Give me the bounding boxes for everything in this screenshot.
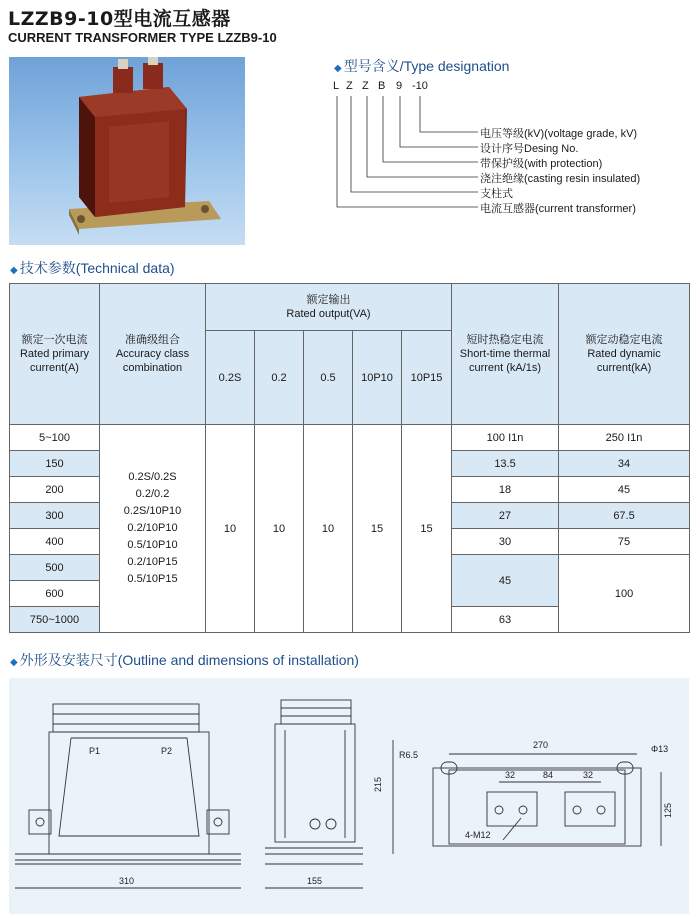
code-letter: 9 (396, 80, 403, 92)
designation-heading (334, 56, 509, 76)
bullet-icon: ◆ (10, 265, 18, 276)
code-letter: L (333, 80, 340, 92)
transformer-image (9, 57, 245, 245)
code-letter: Z (362, 80, 369, 92)
label-width-270: 270 (533, 740, 549, 750)
thermal-cell: 63 (452, 607, 559, 633)
dynamic-cell: 100 (559, 555, 690, 633)
header-output-class: 0.2S (206, 331, 255, 425)
primary-current-cell: 600 (10, 581, 100, 607)
designation-item: 电压等级(kV)(voltage grade, kV) (480, 128, 638, 140)
dynamic-cell: 75 (559, 529, 690, 555)
label-radius: R6.5 (399, 750, 419, 760)
label-height-125: 125 (663, 802, 673, 818)
technical-heading (10, 258, 175, 278)
outline-drawing-svg (9, 678, 689, 914)
page-subtitle: CURRENT TRANSFORMER TYPE LZZB9-10 (8, 30, 277, 45)
thermal-cell: 45 (452, 555, 559, 607)
output-cell: 15 (402, 425, 452, 633)
header-output-class: 0.5 (304, 331, 353, 425)
primary-current-cell: 150 (10, 451, 100, 477)
designation-item: 电流互感器(current transformer) (480, 203, 636, 215)
code-letter: -10 (412, 80, 428, 92)
thermal-cell: 100 I1n (452, 425, 559, 451)
header-dynamic-current: 额定动稳定电流 Rated dynamic current(kA) (559, 284, 690, 425)
output-cell: 10 (206, 425, 255, 633)
primary-current-cell: 400 (10, 529, 100, 555)
thermal-cell: 30 (452, 529, 559, 555)
primary-current-cell: 500 (10, 555, 100, 581)
thermal-cell: 27 (452, 503, 559, 529)
thermal-cell: 13.5 (452, 451, 559, 477)
primary-current-cell: 5~100 (10, 425, 100, 451)
designation-leader-lines (330, 80, 490, 220)
page-title: LZZB9-10型电流互感器 (8, 8, 231, 30)
output-cell: 15 (353, 425, 402, 633)
header-output-class: 10P15 (402, 331, 452, 425)
label-width-155: 155 (307, 876, 323, 886)
label-32a: 32 (505, 770, 516, 780)
label-p2: P2 (161, 746, 173, 756)
designation-item: 设计序号Desing No. (480, 143, 579, 155)
label-84: 84 (543, 770, 554, 780)
designation-heading-text: 型号含义/Type designation (343, 58, 510, 74)
header-thermal-current: 短时热稳定电流 Short-time thermal current (kA/1s) (452, 284, 559, 425)
bullet-icon: ◆ (10, 657, 18, 668)
dynamic-cell: 67.5 (559, 503, 690, 529)
dynamic-cell: 45 (559, 477, 690, 503)
technical-heading-text: 技术参数(Technical data) (19, 260, 175, 276)
dynamic-cell: 34 (559, 451, 690, 477)
header-rated-output: 额定输出 Rated output(VA) (206, 284, 452, 331)
outline-drawing (9, 678, 689, 914)
designation-diagram (330, 80, 690, 220)
label-m12: 4-M12 (465, 830, 491, 840)
label-height-215: 215 (373, 776, 383, 792)
primary-current-cell: 750~1000 (10, 607, 100, 633)
output-cell: 10 (304, 425, 353, 633)
primary-current-cell: 300 (10, 503, 100, 529)
code-letter: Z (346, 80, 353, 92)
product-photo (9, 57, 245, 245)
outline-heading (10, 650, 359, 670)
thermal-cell: 18 (452, 477, 559, 503)
bullet-icon: ◆ (334, 63, 342, 74)
header-primary-current: 额定一次电流 Rated primary current(A) (10, 284, 100, 425)
designation-item: 带保护级(with protection) (480, 158, 603, 170)
dynamic-cell: 250 I1n (559, 425, 690, 451)
technical-data-table (9, 283, 690, 633)
header-output-class: 10P10 (353, 331, 402, 425)
outline-heading-text: 外形及安装尺寸(Outline and dimensions of installation) (19, 652, 359, 668)
code-letter: B (378, 80, 386, 92)
primary-current-cell: 200 (10, 477, 100, 503)
accuracy-combination-cell: 0.2S/0.2S 0.2/0.2 0.2S/10P10 0.2/10P10 0.5/10P10 0.2/10P15 0.5/10P15 (100, 425, 206, 633)
designation-item: 浇注绝缘(casting resin insulated) (480, 173, 641, 185)
label-p1: P1 (89, 746, 101, 756)
header-output-class: 0.2 (255, 331, 304, 425)
label-width-310: 310 (119, 876, 135, 886)
designation-item: 支柱式 (480, 188, 513, 200)
header-accuracy-class: 准确级组合 Accuracy class combination (100, 284, 206, 425)
output-cell: 10 (255, 425, 304, 633)
label-32b: 32 (583, 770, 594, 780)
label-phi: Φ13 (651, 744, 669, 754)
